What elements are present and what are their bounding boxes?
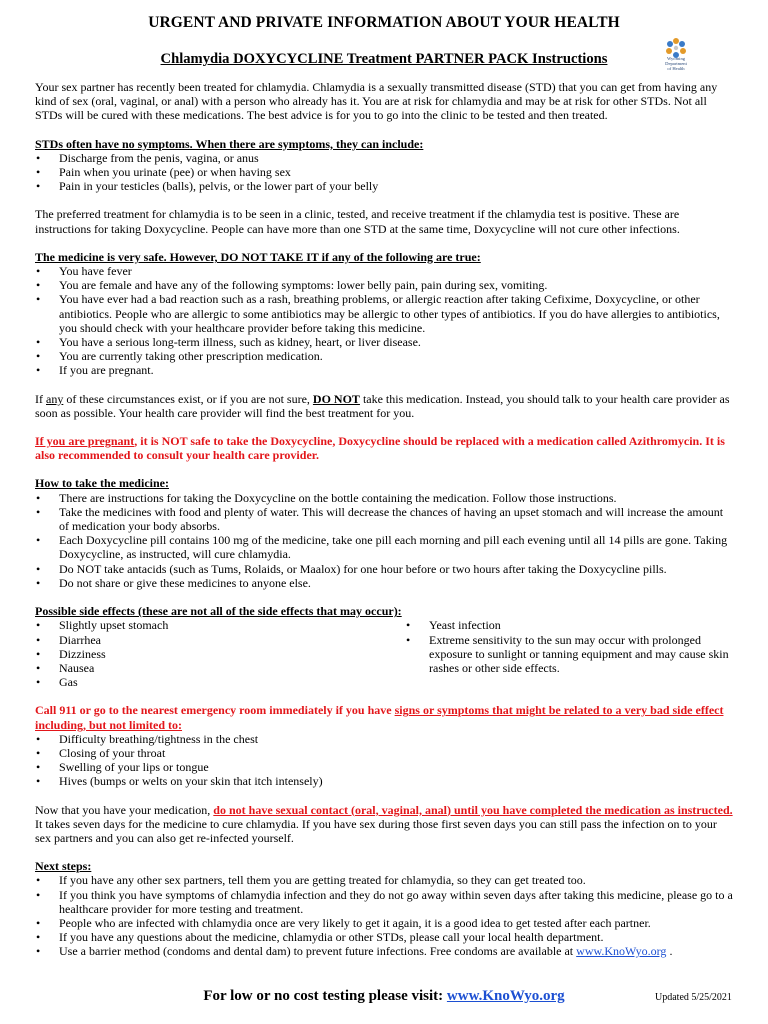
- footer-testing-line: For low or no cost testing please visit: www.KnoWyo.org: [203, 988, 565, 1004]
- circumstances-paragraph: If any of these circumstances exist, or if you are not sure, DO NOT take this medication. Instead, you should talk to your health care provider as soon as possible. Your health care provider will find the best treatment for you.: [35, 391, 730, 420]
- list-item: • Swelling of your lips or tongue: [35, 760, 733, 774]
- symptoms-list: [35, 151, 733, 194]
- list-item: • Difficulty breathing/tightness in the chest: [35, 732, 733, 746]
- list-item: • Each Doxycycline pill contains 100 mg of the medicine, take one pill each morning and pill each evening until all 14 pills are gone. Taking Doxycycline, as instructed, will cure chlamydia.: [35, 533, 733, 561]
- page-title: URGENT AND PRIVATE INFORMATION ABOUT YOUR HEALTH: [148, 14, 620, 31]
- knowyo-link[interactable]: www.KnoWyo.org: [576, 944, 667, 959]
- list-item: • You have fever: [35, 264, 733, 278]
- list-item: • Use a barrier method (condoms and dental dam) to prevent future infections. Free condoms are available at www.KnoWyo.org .: [35, 944, 733, 958]
- howto-heading: How to take the medicine:: [35, 476, 169, 491]
- logo-text: Wyoming Department of Health: [665, 56, 687, 72]
- list-item: • You have a serious long-term illness, such as kidney, heart, or liver disease.: [35, 335, 733, 349]
- list-item: • Extreme sensitivity to the sun may occur with prolonged exposure to sunlight or tanning equipment and may cause skin rashes or other side effects.: [405, 633, 733, 676]
- page-subtitle: Chlamydia DOXYCYCLINE Treatment PARTNER PACK Instructions: [160, 51, 608, 67]
- footer-knowyo-link[interactable]: www.KnoWyo.org: [446, 988, 565, 1004]
- list-item: • If you have any other sex partners, tell them you are getting treated for chlamydia, so they can get treated too.: [35, 873, 733, 887]
- symptoms-heading: STDs often have no symptoms. When there are symptoms, they can include:: [35, 136, 424, 151]
- preferred-treatment-paragraph: The preferred treatment for chlamydia is to be seen in a clinic, tested, and receive treatment if the chlamydia test is positive. These are instructions for taking Doxycycline. People can have more than one STD at the same time, Doxycycline will not cure other infections.: [35, 207, 680, 236]
- list-item: • Discharge from the penis, vagina, or anus: [35, 151, 733, 165]
- list-item: • Take the medicines with food and plenty of water. This will decrease the chances of having an upset stomach and will increase the amount of medication your body absorbs.: [35, 505, 733, 533]
- list-item: • You are currently taking other prescription medication.: [35, 349, 733, 363]
- list-item: • Slightly upset stomach: [35, 618, 405, 632]
- side-effects-heading: Possible side effects (these are not all of the side effects that may occur):: [35, 604, 402, 619]
- list-item: • Yeast infection: [405, 618, 733, 632]
- list-item: • Pain when you urinate (pee) or when having sex: [35, 165, 733, 179]
- list-item: • There are instructions for taking the Doxycycline on the bottle containing the medication. Follow those instructions.: [35, 491, 733, 505]
- list-item: • Gas: [35, 675, 405, 689]
- intro-paragraph: Your sex partner has recently been treated for chlamydia. Chlamydia is a sexually transmitted disease (STD) that you can get from having any kind of sex (oral, vaginal, or anal) with a person who already has it. You are at risk for chlamydia and may be at risk for other STDs. Not all STDs will be cured with these medications. The best advice is for you to go into the clinic to be tested and then treated.: [35, 80, 718, 123]
- emergency-list: [35, 732, 733, 789]
- sexual-contact-paragraph: Now that you have your medication, do not have sexual contact (oral, vaginal, anal) until you have completed the medication as instructed. It takes seven days for the medicine to cure chlamydia. If you have sex during those first seven days you can still pass the infection on to your sex partners and you can also get re-infected yourself.: [35, 802, 733, 845]
- list-item: • Closing of your throat: [35, 746, 733, 760]
- side-effects-list-right: [405, 618, 733, 689]
- list-item: • Do not share or give these medicines to anyone else.: [35, 576, 733, 590]
- safety-heading: The medicine is very safe. However, DO NOT TAKE IT if any of the following are true:: [35, 249, 481, 264]
- list-item: • People who are infected with chlamydia once are very likely to get it again, it is a good idea to get tested after each partner.: [35, 916, 733, 930]
- safety-list: [35, 264, 733, 378]
- side-effects-list-left: [35, 618, 405, 689]
- list-item: • Nausea: [35, 661, 405, 675]
- emergency-warning: Call 911 or go to the nearest emergency room immediately if you have signs or symptoms that might be related to a very bad side effect including, but not limited to:: [35, 703, 724, 732]
- updated-date: Updated 5/25/2021: [655, 992, 732, 1003]
- list-item: • Pain in your testicles (balls), pelvis, or the lower part of your belly: [35, 179, 733, 193]
- list-item: • If you have any questions about the medicine, chlamydia or other STDs, please call your local health department.: [35, 930, 733, 944]
- pregnancy-warning: If you are pregnant, it is NOT safe to take the Doxycycline, Doxycycline should be replaced with a medication called Azithromycin. It is also recommended to consult your health care provider.: [35, 434, 725, 463]
- next-steps-list: [35, 873, 733, 958]
- list-item: • Do NOT take antacids (such as Tums, Rolaids, or Maalox) for one hour before or two hours after taking the Doxycycline pills.: [35, 562, 733, 576]
- list-item: • You are female and have any of the following symptoms: lower belly pain, pain during sex, vomiting.: [35, 278, 733, 292]
- list-item: • Dizziness: [35, 647, 405, 661]
- list-item: • If you are pregnant.: [35, 363, 733, 377]
- howto-list: [35, 491, 733, 590]
- list-item: • Diarrhea: [35, 633, 405, 647]
- document-body: [35, 80, 733, 959]
- next-steps-heading: Next steps:: [35, 859, 92, 874]
- list-item: • Hives (bumps or welts on your skin that itch intensely): [35, 774, 733, 788]
- list-item: • You have ever had a bad reaction such as a rash, breathing problems, or allergic reaction after taking Cefixime, Doxycycline, or other antibiotics. People who are allergic to some antibiotics may be allergic to other types of antibiotics. If you do have allergies to antibiotics, you should check with your healthcare provider before taking this medicine.: [35, 292, 733, 335]
- side-effects-columns: [35, 618, 733, 689]
- list-item: • If you think you have symptoms of chlamydia infection and they do not go away within seven days after taking this medicine, please go to a healthcare provider for more testing and treatment.: [35, 888, 733, 916]
